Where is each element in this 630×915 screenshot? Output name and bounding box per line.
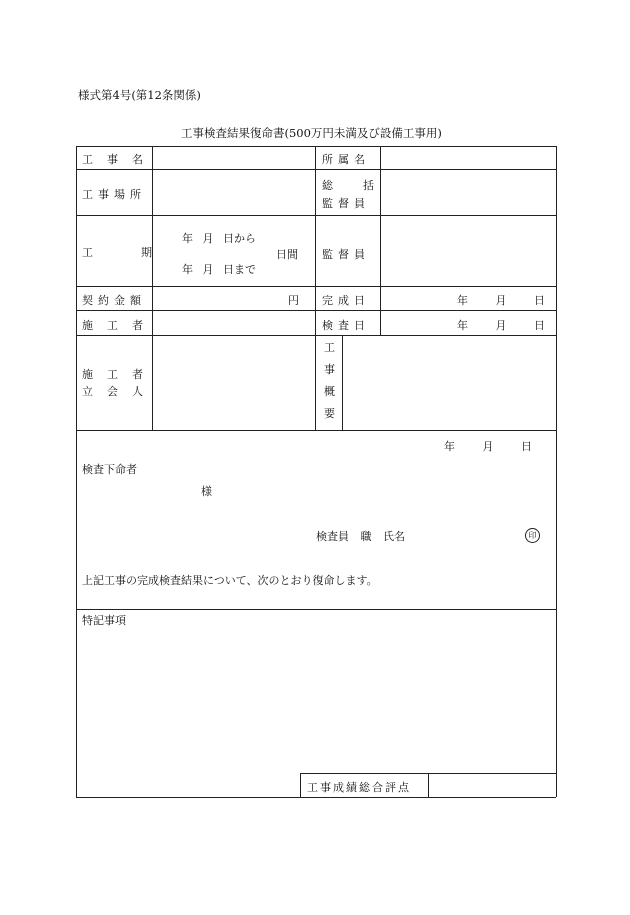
overall-score-label: 工事成績総合評点 (307, 781, 411, 794)
inspector-label: 検査員 職 氏名 (316, 530, 405, 543)
overview-label: 工事概要 (324, 341, 335, 420)
contractor-field[interactable] (153, 311, 314, 334)
general-supervisor-label-line2: 監督員 (322, 197, 370, 210)
inspection-date-value[interactable]: 年 月 日 (457, 319, 545, 332)
period-days[interactable]: 日間 (276, 248, 298, 261)
report-date[interactable]: 年 月 日 (444, 440, 532, 453)
construction-site-field[interactable] (153, 170, 314, 214)
witness-field[interactable] (153, 336, 314, 429)
addressee-label: 検査下命者 (82, 463, 137, 476)
period-from[interactable]: 年 月 日から (182, 232, 256, 245)
completion-date-value[interactable]: 年 月 日 (457, 294, 545, 307)
overall-score-field[interactable] (429, 774, 555, 796)
witness-label-line1: 施工者 (82, 368, 157, 381)
contractor-label: 施工者 (82, 319, 157, 332)
seal-icon: 印 (525, 528, 540, 543)
supervisor-label: 監督員 (322, 248, 370, 261)
completion-date-label: 完成日 (322, 294, 370, 307)
construction-name-field[interactable] (153, 147, 314, 168)
supervisor-field[interactable] (381, 216, 555, 285)
construction-name-label: 工事名 (82, 153, 157, 166)
construction-site-label: 工事場所 (82, 188, 146, 201)
general-supervisor-field[interactable] (381, 170, 555, 214)
document-title: 工事検査結果復命書(500万円未満及び設備工事用) (181, 126, 442, 140)
overview-field[interactable] (343, 336, 555, 429)
honorific: 様 (201, 485, 212, 498)
period-to[interactable]: 年 月 日まで (182, 263, 256, 276)
form-number: 様式第4号(第12条関係) (78, 88, 201, 102)
period-label: 工期 (82, 246, 200, 259)
affiliation-label: 所属名 (322, 153, 370, 166)
affiliation-field[interactable] (381, 147, 555, 168)
report-statement: 上記工事の完成検査結果について、次のとおり復命します。 (82, 574, 378, 587)
special-notes-label: 特記事項 (82, 614, 126, 627)
inspection-date-label: 検査日 (322, 319, 370, 332)
witness-label-line2: 立会人 (82, 385, 157, 398)
general-supervisor-label-line1: 総括 (322, 179, 404, 192)
contract-amount-yen[interactable]: 円 (288, 294, 299, 307)
special-notes-field[interactable] (77, 628, 555, 772)
contract-amount-label: 契約金額 (82, 294, 146, 307)
